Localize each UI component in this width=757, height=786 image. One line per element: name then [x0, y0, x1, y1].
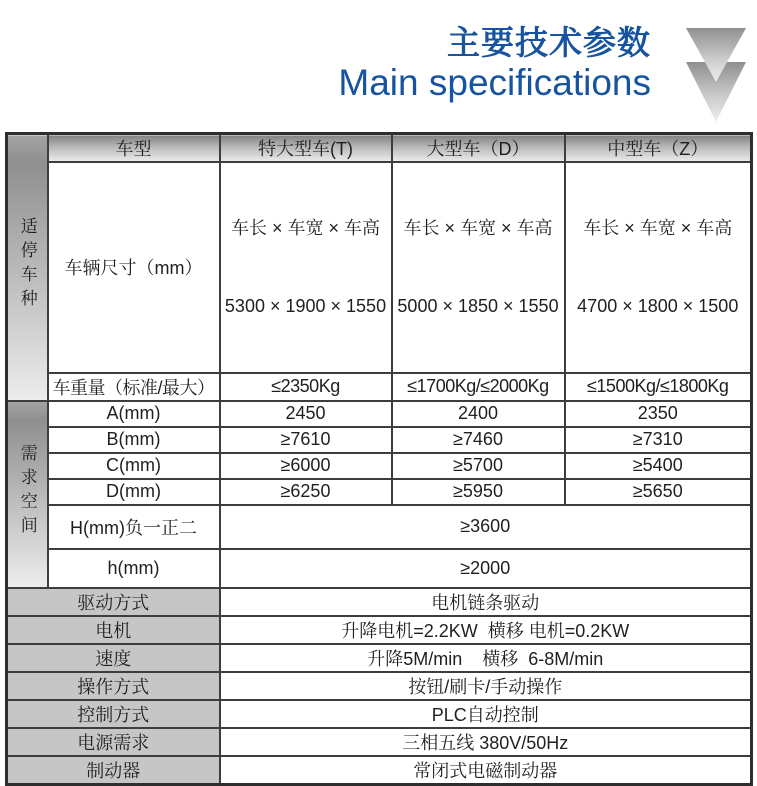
row-label-operation-mode: 操作方式 [7, 672, 220, 700]
motor-value: 升降电机=2.2KW 横移 电机=0.2KW [220, 616, 752, 644]
row-label-dim-b: B(mm) [48, 427, 220, 453]
vehicle-size-xl [220, 162, 392, 373]
vehicle-size-formula: 车长 × 车宽 × 车高 [230, 218, 381, 239]
col-header-large: 大型车（D） [392, 134, 565, 163]
row-label-dim-d: D(mm) [48, 479, 220, 505]
operation-mode-value: 按钮/刷卡/手动操作 [220, 672, 752, 700]
col-header-medium: 中型车（Z） [565, 134, 752, 163]
row-label-dim-h-upper: H(mm)负一正二 [48, 505, 220, 549]
vehicle-size-xl-value: 5300 × 1900 × 1550 [224, 296, 387, 317]
vehicle-size-formula: 车长 × 车宽 × 车高 [583, 218, 733, 239]
dim-d-xl: ≥6250 [220, 479, 392, 505]
drive-mode-value: 电机链条驱动 [220, 588, 752, 616]
row-label-vehicle-size: 车辆尺寸（mm） [48, 162, 220, 373]
dim-b-large: ≥7460 [392, 427, 565, 453]
col-header-model: 车型 [48, 134, 220, 163]
row-label-control-mode: 控制方式 [7, 700, 220, 728]
vehicle-size-medium-value: 4700 × 1800 × 1500 [577, 296, 739, 317]
page-title [338, 26, 651, 102]
dim-a-xl: 2450 [220, 401, 392, 427]
row-label-drive-mode: 驱动方式 [7, 588, 220, 616]
dim-c-medium: ≥5400 [565, 453, 752, 479]
section-label-parking-types [7, 134, 48, 401]
row-label-brake: 制动器 [7, 756, 220, 785]
dim-h-upper-value: ≥3600 [220, 505, 752, 549]
row-label-speed: 速度 [7, 644, 220, 672]
vehicle-weight-medium: ≤1500Kg/≤1800Kg [565, 373, 752, 401]
dim-d-large: ≥5950 [392, 479, 565, 505]
row-label-vehicle-weight: 车重量（标准/最大） [48, 373, 220, 401]
section-label-space-required-text: 需求空间 [17, 443, 37, 540]
page-title-zh: 主要技术参数 [447, 24, 651, 61]
vehicle-weight-xl: ≤2350Kg [220, 373, 392, 401]
spec-table [5, 132, 753, 786]
row-label-dim-a: A(mm) [48, 401, 220, 427]
col-header-extra-large: 特大型车(T) [220, 134, 392, 163]
dim-d-medium: ≥5650 [565, 479, 752, 505]
page-title-en: Main specifications [338, 61, 651, 103]
row-label-dim-h-lower: h(mm) [48, 549, 220, 588]
dim-h-lower-value: ≥2000 [220, 549, 752, 588]
dim-a-medium: 2350 [565, 401, 752, 427]
section-label-space-required [7, 401, 48, 588]
dim-a-large: 2400 [392, 401, 565, 427]
control-mode-value: PLC自动控制 [220, 700, 752, 728]
dim-c-xl: ≥6000 [220, 453, 392, 479]
row-label-motor: 电机 [7, 616, 220, 644]
dim-b-medium: ≥7310 [565, 427, 752, 453]
vehicle-size-medium [565, 162, 752, 373]
power-supply-value: 三相五线 380V/50Hz [220, 728, 752, 756]
vehicle-size-large-value: 5000 × 1850 × 1550 [397, 296, 559, 317]
brake-value: 常闭式电磁制动器 [220, 756, 752, 785]
row-label-dim-c: C(mm) [48, 453, 220, 479]
speed-value: 升降5M/min 横移 6-8M/min [220, 644, 752, 672]
vehicle-weight-large: ≤1700Kg/≤2000Kg [392, 373, 565, 401]
row-label-power-supply: 电源需求 [7, 728, 220, 756]
section-label-parking-types-text: 适停车种 [17, 216, 37, 313]
dim-c-large: ≥5700 [392, 453, 565, 479]
vehicle-size-formula: 车长 × 车宽 × 车高 [403, 218, 553, 239]
dim-b-xl: ≥7610 [220, 427, 392, 453]
vehicle-size-large [392, 162, 565, 373]
